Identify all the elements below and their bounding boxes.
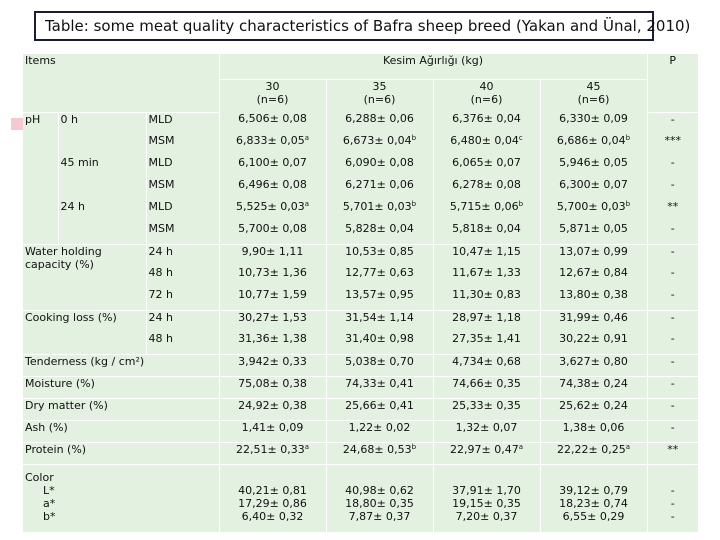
color-sub-l: L*	[43, 483, 55, 497]
table-row	[23, 442, 698, 464]
color-label: Color	[25, 470, 54, 484]
cell-value: 12,77± 0,63	[326, 266, 433, 288]
cell-value: 6,833± 0,05$^a$	[219, 134, 326, 156]
cell-value: 1,32± 0,07	[433, 420, 540, 442]
cell-value: 25,66± 0,41	[326, 398, 433, 420]
muscle-label: MSM	[146, 222, 219, 244]
ph-time-24h: 24 h	[58, 200, 146, 244]
table-row	[23, 354, 698, 376]
cell-value: 6,686± 0,04$^b$	[540, 134, 647, 156]
group-40-header: 40 (n=6)	[433, 79, 540, 112]
color-sub-a: a*	[43, 496, 56, 510]
cell-value: 6,271± 0,06	[326, 178, 433, 200]
p-value: -	[670, 266, 675, 279]
p-value: -	[670, 222, 675, 235]
cell-value: 1,22± 0,02	[326, 420, 433, 442]
time-label: 72 h	[146, 288, 219, 310]
group-45-header: 45 (n=6)	[540, 79, 647, 112]
cell-value: 10,47± 1,15	[433, 244, 540, 266]
muscle-label: MSM	[146, 178, 219, 200]
table-row	[23, 398, 698, 420]
ph-time-45min: 45 min	[58, 156, 146, 200]
p-value: -	[647, 244, 698, 266]
row-label: Ash (%)	[23, 420, 219, 442]
color-cell-40: 37,91± 1,70 19,15± 0,35 7,20± 0,37	[433, 464, 540, 532]
cell-value: 6,288± 0,06	[326, 112, 433, 134]
cell-value: 6,065± 0,07	[433, 156, 540, 178]
row-label: Moisture (%)	[23, 376, 219, 398]
p-value: -	[647, 376, 698, 398]
cell-value: 31,54± 1,14	[326, 310, 433, 332]
cell-value: 10,53± 0,85	[326, 244, 433, 266]
water-label: Water holding capacity (%)	[23, 244, 146, 310]
cooking-label: Cooking loss (%)	[23, 310, 146, 354]
cell-value: 6,090± 0,08	[326, 156, 433, 178]
cell-value: 27,35± 1,41	[433, 332, 540, 354]
p-header: P	[647, 54, 698, 112]
ph-label: pH	[23, 112, 58, 244]
cell-value: 13,07± 0,99	[540, 244, 647, 266]
cell-value: 6,300± 0,07	[540, 178, 647, 200]
cell-value: 75,08± 0,38	[219, 376, 326, 398]
header-row-top	[23, 54, 698, 79]
p-value: -	[647, 420, 698, 442]
cell-value: 22,22± 0,25$^a$	[540, 442, 647, 464]
p-value: -	[670, 288, 675, 301]
row-label: Tenderness (kg / cm²)	[23, 354, 219, 376]
color-p-cell: - - -	[647, 464, 698, 532]
cell-value: 30,27± 1,53	[219, 310, 326, 332]
group-35-header: 35 (n=6)	[326, 79, 433, 112]
ph-time-0h: 0 h	[58, 112, 146, 156]
table-row	[23, 420, 698, 442]
group-header: Kesim Ağırlığı (kg)	[219, 54, 647, 79]
cell-value: 10,73± 1,36	[219, 266, 326, 288]
table-row	[23, 376, 698, 398]
cell-value: 1,41± 0,09	[219, 420, 326, 442]
cell-value: 5,700± 0,08	[219, 222, 326, 244]
p-value: -	[670, 156, 675, 169]
cell-value: 12,67± 0,84	[540, 266, 647, 288]
items-header: Items	[23, 54, 219, 112]
table-row	[23, 156, 698, 178]
cell-value: 31,99± 0,46	[540, 310, 647, 332]
cell-value: 11,30± 0,83	[433, 288, 540, 310]
cell-value: 6,278± 0,08	[433, 178, 540, 200]
time-label: 24 h	[146, 244, 219, 266]
cell-value: 3,627± 0,80	[540, 354, 647, 376]
muscle-label: MLD	[146, 112, 219, 134]
table-row	[23, 112, 698, 134]
p-value: -	[647, 398, 698, 420]
p-value: ***	[664, 134, 681, 147]
cell-value: 22,97± 0,47$^a$	[433, 442, 540, 464]
cell-value: 13,57± 0,95	[326, 288, 433, 310]
time-label: 24 h	[146, 310, 219, 332]
row-label: Dry matter (%)	[23, 398, 219, 420]
cell-value: 6,330± 0,09	[540, 112, 647, 134]
cell-value: 31,40± 0,98	[326, 332, 433, 354]
cell-value: 5,700± 0,03$^b$	[540, 200, 647, 222]
cell-value: 3,942± 0,33	[219, 354, 326, 376]
time-label: 48 h	[146, 332, 219, 354]
p-value: -	[670, 332, 675, 345]
group-30-header: 30 (n=6)	[219, 79, 326, 112]
cell-value: 25,62± 0,24	[540, 398, 647, 420]
table-row	[23, 200, 698, 222]
cell-value: 28,97± 1,18	[433, 310, 540, 332]
cell-value: 5,701± 0,03$^b$	[326, 200, 433, 222]
cell-value: 22,51± 0,33$^a$	[219, 442, 326, 464]
color-cell-35: 40,98± 0,62 18,80± 0,35 7,87± 0,37	[326, 464, 433, 532]
cell-value: 74,66± 0,35	[433, 376, 540, 398]
cell-value: 5,871± 0,05	[540, 222, 647, 244]
cell-value: 6,496± 0,08	[219, 178, 326, 200]
cell-value: 74,38± 0,24	[540, 376, 647, 398]
cell-value: 5,946± 0,05	[540, 156, 647, 178]
p-value: -	[670, 112, 675, 126]
cell-value: 74,33± 0,41	[326, 376, 433, 398]
muscle-label: MLD	[146, 156, 219, 178]
cell-value: 10,77± 1,59	[219, 288, 326, 310]
cell-value: 5,828± 0,04	[326, 222, 433, 244]
meat-quality-table	[23, 54, 698, 532]
row-label: Protein (%)	[23, 442, 219, 464]
cell-value: 9,90± 1,11	[219, 244, 326, 266]
cell-value: 6,376± 0,04	[433, 112, 540, 134]
cell-value: 24,68± 0,53$^b$	[326, 442, 433, 464]
color-label-cell	[23, 464, 219, 532]
cell-value: 11,67± 1,33	[433, 266, 540, 288]
cell-value: 4,734± 0,68	[433, 354, 540, 376]
decorative-marker	[11, 118, 23, 130]
cell-value: 6,480± 0,04$^c$	[433, 134, 540, 156]
cell-value: 24,92± 0,38	[219, 398, 326, 420]
p-value: **	[667, 200, 679, 213]
p-value: **	[647, 442, 698, 464]
table-row	[23, 244, 698, 266]
cell-value: 6,673± 0,04$^b$	[326, 134, 433, 156]
p-value: -	[670, 178, 675, 191]
cell-value: 5,715± 0,06$^b$	[433, 200, 540, 222]
cell-value: 25,33± 0,35	[433, 398, 540, 420]
cell-value: 30,22± 0,91	[540, 332, 647, 354]
p-value: -	[647, 354, 698, 376]
cell-value: 31,36± 1,38	[219, 332, 326, 354]
cell-value: 5,525± 0,03$^a$	[219, 200, 326, 222]
time-label: 48 h	[146, 266, 219, 288]
muscle-label: MSM	[146, 134, 219, 156]
cell-value: 1,38± 0,06	[540, 420, 647, 442]
cell-value: 13,80± 0,38	[540, 288, 647, 310]
cell-value: 5,038± 0,70	[326, 354, 433, 376]
slide-title: Table: some meat quality characteristics of Bafra sheep breed (Yakan and Ünal, 2010)	[34, 11, 654, 41]
cell-value: 6,506± 0,08	[219, 112, 326, 134]
cell-value: 5,818± 0,04	[433, 222, 540, 244]
p-value: -	[647, 310, 698, 332]
color-cell-30: 40,21± 0,81 17,29± 0,86 6,40± 0,32	[219, 464, 326, 532]
table-row	[23, 310, 698, 332]
color-sub-b: b*	[43, 509, 56, 523]
muscle-label: MLD	[146, 200, 219, 222]
color-cell-45: 39,12± 0,79 18,23± 0,74 6,55± 0,29	[540, 464, 647, 532]
cell-value: 6,100± 0,07	[219, 156, 326, 178]
table-row	[23, 464, 698, 532]
